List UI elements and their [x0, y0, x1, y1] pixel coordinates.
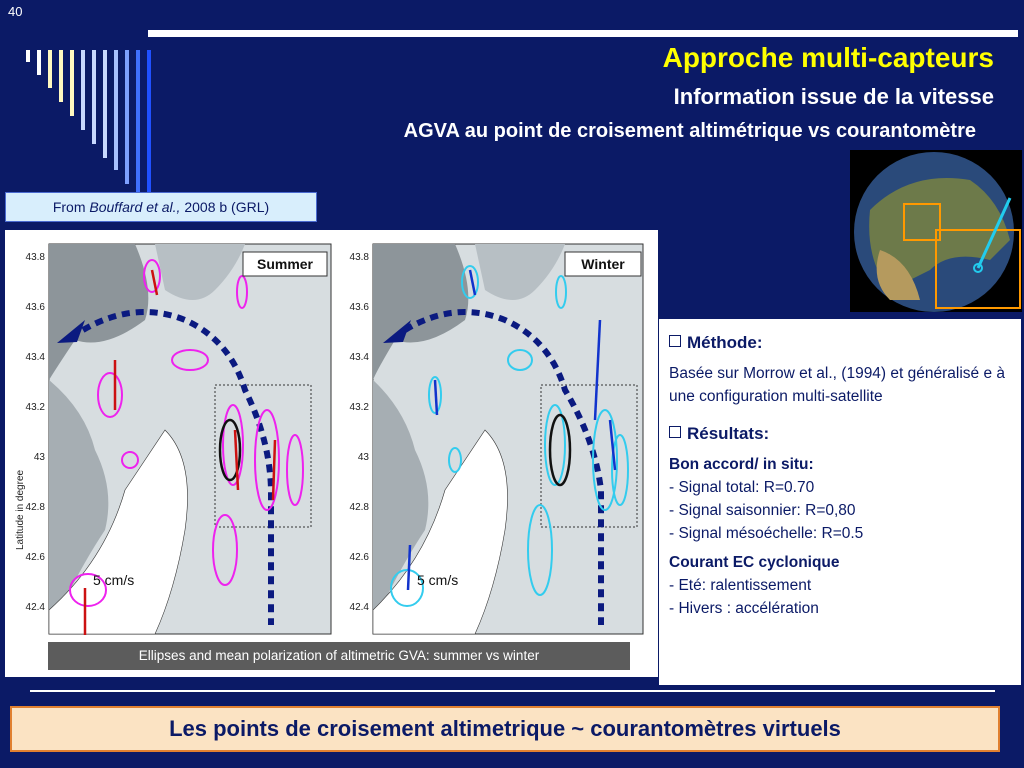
checkbox-bullet-icon — [669, 426, 681, 438]
courant-item: - Eté: ralentissement — [669, 577, 812, 594]
accord-item: - Signal total: R=0.70 — [669, 479, 815, 496]
footer-banner: Les points de croisement altimetrique ~ courantomètres virtuels — [10, 706, 1000, 752]
panel-label-winter: Winter — [581, 256, 625, 272]
scale-label-summer: 5 cm/s — [93, 572, 135, 588]
bottom-rule — [30, 690, 995, 692]
y-tick: 43 — [33, 452, 45, 463]
methode-title: Méthode: — [687, 333, 763, 352]
y-tick: 42.4 — [349, 602, 369, 613]
panel-label-summer: Summer — [256, 256, 314, 272]
y-tick: 43.8 — [25, 252, 45, 263]
courant-item: - Hivers : accélération — [669, 600, 819, 617]
map-panel-summer — [26, 244, 331, 635]
checkbox-bullet-icon — [669, 335, 681, 347]
slide-number: 40 — [8, 4, 23, 19]
y-tick: 43.6 — [25, 302, 45, 313]
credit-suffix: 2008 b (GRL) — [180, 199, 270, 215]
courant-title: Courant EC cyclonique — [669, 554, 840, 571]
y-tick: 43 — [357, 452, 369, 463]
slide-title: Approche multi-capteurs — [662, 42, 994, 73]
y-tick: 42.8 — [349, 502, 369, 513]
slide-subsubtitle: AGVA au point de croisement altimétrique vs courantomètre — [403, 120, 976, 142]
y-tick: 43.6 — [349, 302, 369, 313]
map-figure-svg — [5, 230, 658, 677]
slide-subtitle: Information issue de la vitesse — [673, 84, 994, 109]
resultats-heading — [669, 422, 1011, 445]
map-figure — [5, 230, 658, 677]
methode-heading — [669, 331, 1011, 354]
y-tick: 43.4 — [25, 352, 45, 363]
info-box — [658, 318, 1022, 686]
credit-prefix: From — [52, 199, 90, 215]
y-tick: 43.4 — [349, 352, 369, 363]
y-tick: 43.2 — [349, 402, 369, 413]
map-panel-winter — [350, 244, 643, 634]
figure-caption: Ellipses and mean polarization of altimetric GVA: summer vs winter — [48, 642, 630, 670]
decorative-bars — [26, 50, 176, 200]
scale-label-winter: 5 cm/s — [417, 572, 459, 588]
globe-image — [850, 150, 1022, 312]
y-tick: 42.8 — [25, 502, 45, 513]
y-tick: 43.8 — [349, 252, 369, 263]
credit-authors: Bouffard et al., — [89, 199, 181, 215]
resultats-title: Résultats: — [687, 424, 770, 443]
accord-item: - Signal mésoéchelle: R=0.5 — [669, 525, 864, 542]
accord-item: - Signal saisonnier: R=0,80 — [669, 502, 856, 519]
methode-text: Basée sur Morrow et al., (1994) et généralisé e à une configuration multi-satellite — [669, 365, 1006, 405]
accord-title: Bon accord/ in situ: — [669, 456, 814, 473]
y-axis-label: Latitude in degree — [15, 469, 26, 550]
y-tick: 43.2 — [25, 402, 45, 413]
source-credit — [5, 192, 317, 222]
y-tick: 42.4 — [25, 602, 45, 613]
top-rule — [148, 30, 1018, 37]
y-tick: 42.6 — [349, 552, 369, 563]
y-tick: 42.6 — [25, 552, 45, 563]
